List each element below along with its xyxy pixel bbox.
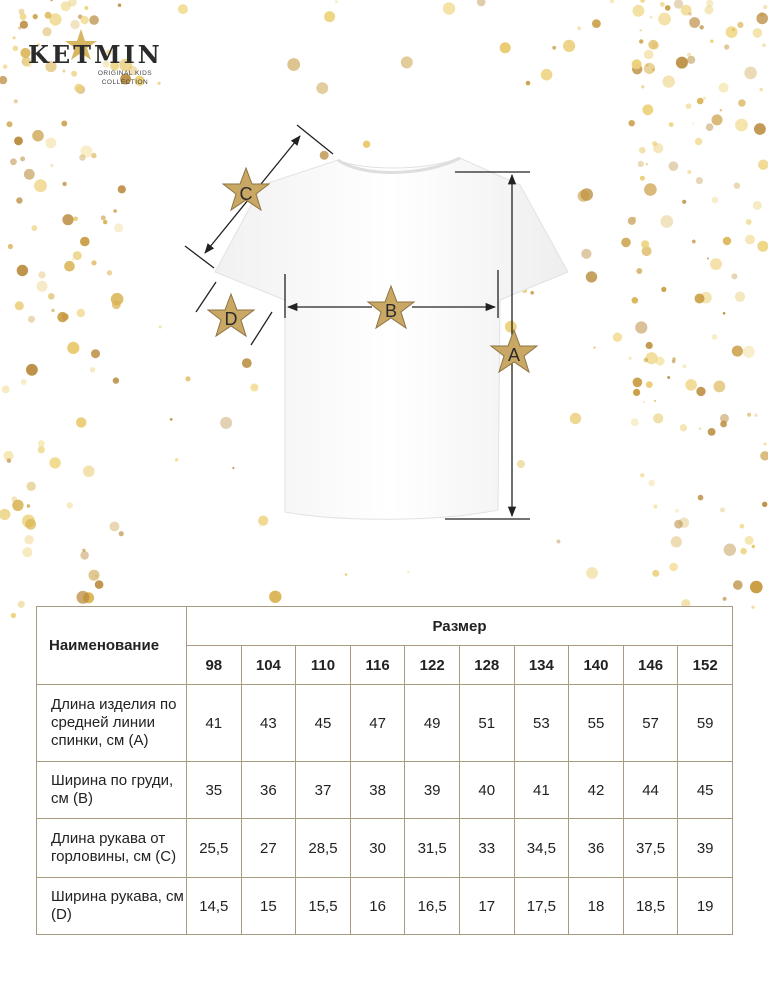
table-cell: 42 <box>569 762 624 819</box>
size-104: 104 <box>241 646 296 685</box>
brand-name: KETMIN <box>28 40 163 69</box>
row-label-chest: Ширина по груди, см (В) <box>37 762 187 819</box>
size-table <box>36 606 733 935</box>
confetti-dot <box>11 613 16 618</box>
size-146: 146 <box>623 646 678 685</box>
table-cell: 39 <box>405 762 460 819</box>
table-cell: 47 <box>350 685 405 762</box>
svg-text:A: A <box>507 345 521 365</box>
table-cell: 35 <box>187 762 242 819</box>
table-cell: 28,5 <box>296 819 351 878</box>
table-cell: 18,5 <box>623 878 678 935</box>
size-chart <box>36 606 733 935</box>
table-cell: 30 <box>350 819 405 878</box>
table-cell: 53 <box>514 685 569 762</box>
table-cell: 34,5 <box>514 819 569 878</box>
table-cell: 39 <box>678 819 733 878</box>
table-cell: 44 <box>623 762 678 819</box>
table-cell: 15 <box>241 878 296 935</box>
table-cell: 41 <box>514 762 569 819</box>
table-cell: 37 <box>296 762 351 819</box>
table-cell: 27 <box>241 819 296 878</box>
size-152: 152 <box>678 646 733 685</box>
row-label-sleeve-width: Ширина рукава, см (D) <box>37 878 187 935</box>
confetti-dot <box>751 606 754 609</box>
table-cell: 45 <box>678 762 733 819</box>
table-row <box>37 878 733 935</box>
table-cell: 16,5 <box>405 878 460 935</box>
size-header: Размер <box>187 607 733 646</box>
star-label-d <box>208 294 254 336</box>
table-row <box>37 819 733 878</box>
table-cell: 33 <box>459 819 514 878</box>
table-cell: 17,5 <box>514 878 569 935</box>
table-cell: 17 <box>459 878 514 935</box>
table-cell: 43 <box>241 685 296 762</box>
table-cell: 55 <box>569 685 624 762</box>
table-cell: 41 <box>187 685 242 762</box>
table-cell: 57 <box>623 685 678 762</box>
table-cell: 15,5 <box>296 878 351 935</box>
table-row <box>37 762 733 819</box>
table-cell: 31,5 <box>405 819 460 878</box>
name-header: Наименование <box>37 607 187 685</box>
size-98: 98 <box>187 646 242 685</box>
svg-text:B: B <box>384 301 398 321</box>
size-116: 116 <box>350 646 405 685</box>
table-cell: 51 <box>459 685 514 762</box>
table-cell: 19 <box>678 878 733 935</box>
table-cell: 38 <box>350 762 405 819</box>
table-cell: 40 <box>459 762 514 819</box>
size-134: 134 <box>514 646 569 685</box>
row-label-sleeve-length: Длина рукава от горловины, см (С) <box>37 819 187 878</box>
size-110: 110 <box>296 646 351 685</box>
size-140: 140 <box>569 646 624 685</box>
size-122: 122 <box>405 646 460 685</box>
svg-text:D: D <box>224 309 238 329</box>
table-cell: 45 <box>296 685 351 762</box>
table-cell: 16 <box>350 878 405 935</box>
brand-tagline: ORIGINAL KIDS COLLECTION <box>97 70 153 86</box>
table-cell: 36 <box>569 819 624 878</box>
table-cell: 25,5 <box>187 819 242 878</box>
table-cell: 36 <box>241 762 296 819</box>
table-cell: 18 <box>569 878 624 935</box>
row-label-length: Длина изделия по средней линии спинки, см (А) <box>37 685 187 762</box>
table-cell: 37,5 <box>623 819 678 878</box>
table-cell: 59 <box>678 685 733 762</box>
brand-logo <box>24 28 164 88</box>
size-128: 128 <box>459 646 514 685</box>
confetti-dot <box>18 601 25 608</box>
table-cell: 14,5 <box>187 878 242 935</box>
table-row <box>37 685 733 762</box>
svg-text:C: C <box>239 184 253 204</box>
table-cell: 49 <box>405 685 460 762</box>
